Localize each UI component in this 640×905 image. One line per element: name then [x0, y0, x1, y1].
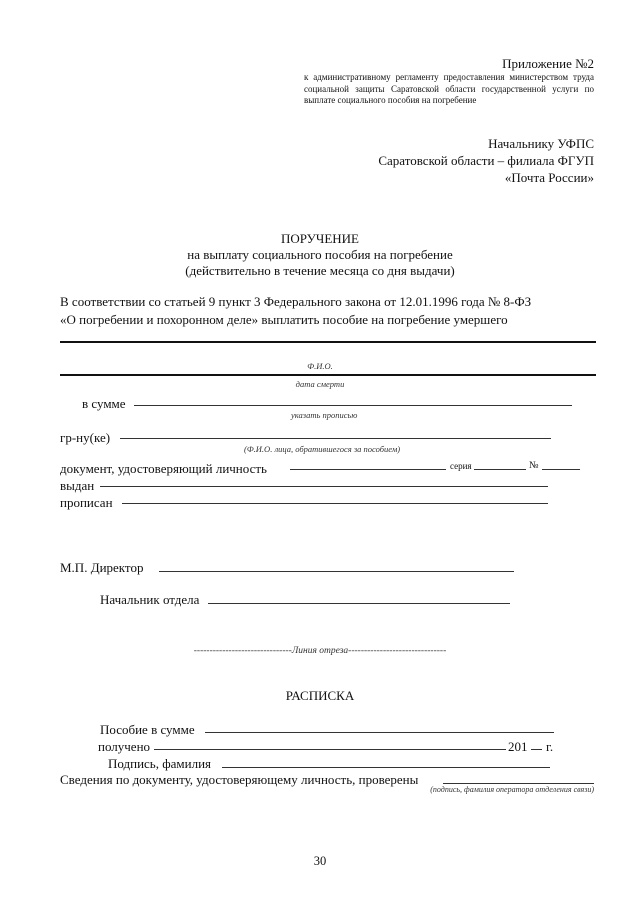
registered-label: прописан	[60, 495, 113, 510]
appendix-title: Приложение №2	[502, 56, 594, 71]
death-date-line	[60, 374, 596, 376]
addressee-line3: «Почта России»	[504, 170, 594, 185]
year-field-line	[531, 749, 542, 750]
number-label: №	[529, 460, 539, 471]
intro-line2: «О погребении и похоронном деле» выплатить пособие на погребение умершего	[60, 312, 508, 327]
number-field-line	[542, 469, 580, 470]
hint-in-words: указать прописью	[291, 410, 358, 420]
citizen-label: гр-ну(ке)	[60, 430, 111, 445]
order-title: ПОРУЧЕНИЕ	[281, 231, 359, 246]
page-number: 30	[313, 854, 327, 868]
addressee-line2: Саратовской области – филиала ФГУП	[378, 153, 594, 168]
year-suffix: г.	[546, 739, 554, 754]
addressee-line1: Начальнику УФПС	[488, 136, 594, 151]
citizen-field-line	[120, 438, 551, 439]
hint-fio: Ф.И.О.	[307, 361, 333, 371]
order-subtitle1: на выплату социального пособия на погребение	[187, 247, 453, 262]
signature-field-line	[222, 767, 550, 768]
document-field-line	[290, 469, 446, 470]
signature-label: Подпись, фамилия	[108, 756, 212, 771]
department-head-signature-line	[208, 603, 510, 604]
series-field-line	[474, 469, 526, 470]
sum-label: в сумме	[82, 396, 126, 411]
appendix-text: к административному регламенту предоставления министерством труда социальной защиты Саратовской области государственной услуги по выплате социального пособия на погребение	[304, 72, 594, 105]
cut-line: -------------------------------Линия отреза-------------------------------	[193, 646, 447, 656]
issued-field-line	[100, 486, 548, 487]
director-signature-line	[159, 571, 514, 572]
intro-line1: В соответствии со статьей 9 пункт 3 Федерального закона от 12.01.1996 года № 8-ФЗ	[60, 294, 532, 309]
hint-operator: (подпись, фамилия оператора отделения связи)	[430, 785, 594, 794]
hint-death-date: дата смерти	[295, 379, 345, 389]
sum-field-line	[134, 405, 572, 406]
registered-field-line	[122, 503, 548, 504]
verified-field-line	[443, 783, 594, 784]
benefit-sum-label: Пособие в сумме	[100, 722, 195, 737]
year-label: 201	[508, 739, 528, 754]
order-subtitle2: (действительно в течение месяца со дня выдачи)	[185, 263, 455, 278]
hint-applicant: (Ф.И.О. лица, обратившегося за пособием)	[244, 444, 401, 454]
received-label: получено	[98, 739, 151, 754]
document-label: документ, удостоверяющий личность	[60, 461, 267, 476]
received-field-line	[154, 749, 506, 750]
receipt-title: РАСПИСКА	[285, 688, 355, 703]
issued-label: выдан	[60, 478, 95, 493]
series-label: серия	[450, 461, 472, 471]
department-head-label: Начальник отдела	[100, 592, 200, 607]
stamp-director-label: М.П. Директор	[60, 560, 144, 575]
verified-label: Сведения по документу, удостоверяющему личность, проверены	[60, 772, 419, 787]
deceased-fio-line	[60, 341, 596, 343]
benefit-sum-line	[205, 732, 554, 733]
